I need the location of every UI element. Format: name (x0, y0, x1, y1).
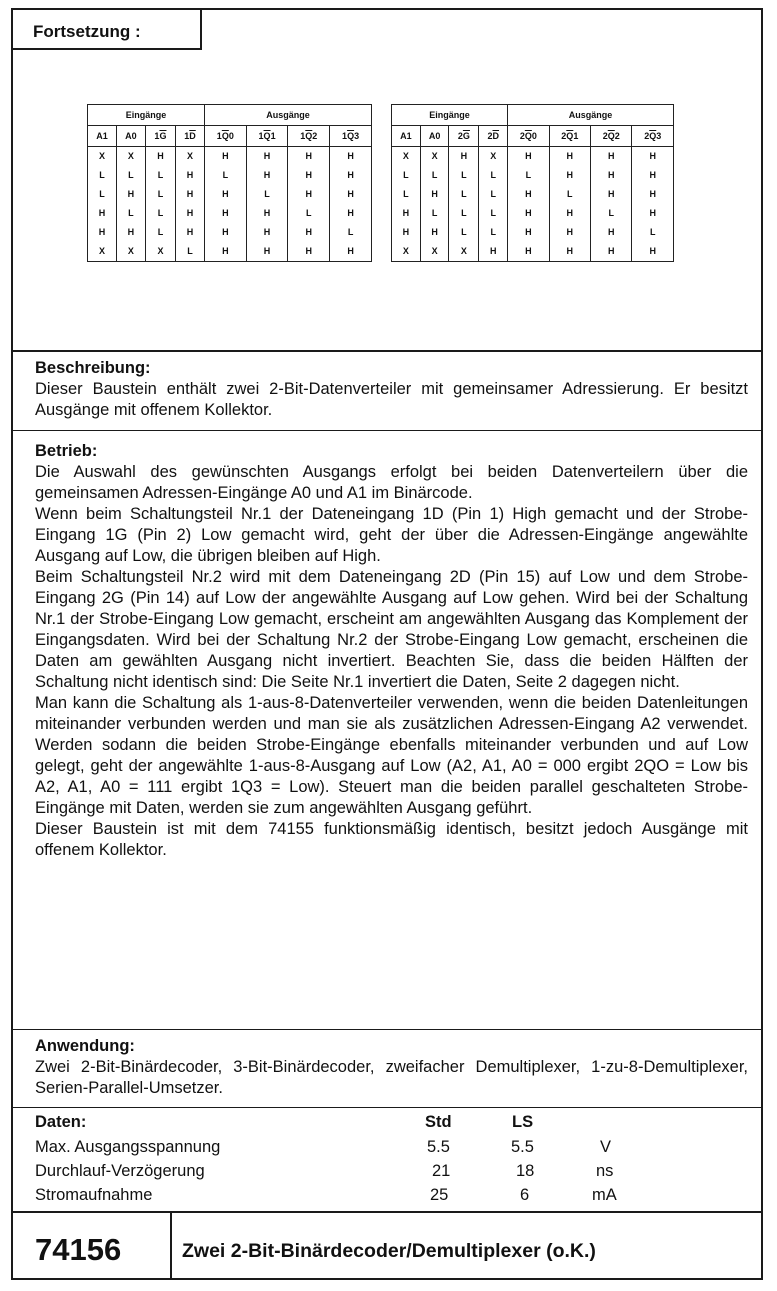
table-cell: H (591, 242, 632, 262)
table-cell: H (330, 147, 372, 167)
table-cell: H (632, 166, 674, 185)
table-cell: L (288, 204, 330, 223)
table-cell: X (420, 242, 449, 262)
data-label: Durchlauf-Verzögerung (35, 1162, 205, 1180)
table-cell: L (204, 166, 246, 185)
table-cell: H (246, 166, 288, 185)
table-cell: H (288, 185, 330, 204)
data-row (35, 1186, 735, 1210)
data-std: 25 (430, 1186, 449, 1204)
table-cell: L (246, 185, 288, 204)
table-cell: H (246, 242, 288, 262)
table-cell: H (176, 185, 205, 204)
paragraph: Beim Schaltungsteil Nr.2 wird mit dem Dateneingang 2D (Pin 15) auf Low und dem Strobe-Eingang 2G (Pin 14) auf Low der angewählte Ausgang auf Low gehen. Wird bei der Schaltung Nr.1 der Strobe-Eingang Low gemacht, erscheint am angewählten Ausgang das Komplement der Eingangsdaten. Wird bei der Schaltung Nr.2 der Strobe-Eingang Low gemacht, erscheinen die Daten am gewählten Ausgang nicht invertiert. Beachten Sie, dass die beiden Hälften der Schaltung nicht identisch sind: Die Seite Nr.1 invertiert die Daten, Seite 2 dagegen nicht. (35, 568, 748, 691)
table-cell: H (549, 166, 590, 185)
paragraph: Man kann die Schaltung als 1-aus-8-Datenverteiler verwenden, wenn die beiden Datenleitungen miteinander verbunden werden und man sie als zusätzlichen Adressen-Eingang A2 verwendet. Werden sodann die beiden Strobe-Eingänge ebenfalls miteinander verbunden und auf Low gelegt, geht der angewählte 1-aus-8-Ausgang auf Low (A2, A1, A0 = 000 ergibt 2QO = Low bis A2, A1, A0 = 111 ergibt 1Q3 = Low). Steuert man die beiden parallel geschalteten Strobe-Eingänge mit Daten, werden sie zum angewählten Ausgang geführt. (35, 694, 748, 817)
table-cell: H (508, 242, 549, 262)
table-cell: X (145, 242, 175, 262)
table-cell: H (145, 147, 175, 167)
column-header: A0 (116, 126, 145, 147)
table-cell: H (591, 185, 632, 204)
column-header: $2\overline{G}$ (449, 126, 479, 147)
table-cell: H (116, 185, 145, 204)
table-cell: H (88, 223, 117, 242)
table-cell: X (88, 242, 117, 262)
table-cell: H (204, 185, 246, 204)
table-row (88, 185, 372, 204)
table-row (88, 147, 372, 167)
table-cell: L (449, 204, 479, 223)
table-cell: L (449, 166, 479, 185)
table-cell: L (116, 204, 145, 223)
table-cell: H (204, 223, 246, 242)
table-cell: H (549, 204, 590, 223)
part-number: 74156 (35, 1232, 122, 1267)
column-header: A1 (392, 126, 421, 147)
column-header: $1\overline{G}$ (145, 126, 175, 147)
table-cell: H (288, 223, 330, 242)
col-std-header: Std (425, 1113, 452, 1131)
table-cell: H (632, 242, 674, 262)
column-header: $1\overline{Q}0$ (204, 126, 246, 147)
table-cell: H (508, 223, 549, 242)
table-cell: H (176, 223, 205, 242)
column-header: $1\overline{Q}3$ (330, 126, 372, 147)
section-heading: Beschreibung: (35, 359, 151, 377)
table-cell: H (246, 223, 288, 242)
table-cell: H (288, 166, 330, 185)
data-label: Stromaufnahme (35, 1186, 153, 1204)
table-row (392, 185, 674, 204)
data-heading: Daten: (35, 1113, 87, 1131)
table-cell: L (508, 166, 549, 185)
table-cell: L (632, 223, 674, 242)
column-header: A1 (88, 126, 117, 147)
table-cell: H (632, 147, 674, 167)
table-row (392, 242, 674, 262)
table-cell: L (88, 166, 117, 185)
column-header: $2\overline{Q}1$ (549, 126, 590, 147)
outputs-group-header: Ausgänge (508, 105, 674, 126)
table-cell: H (288, 242, 330, 262)
table-row (88, 223, 372, 242)
table-cell: H (330, 166, 372, 185)
table-row (88, 166, 372, 185)
divider (11, 1029, 763, 1030)
table-cell: H (330, 242, 372, 262)
paragraph: Die Auswahl des gewünschten Ausgangs erfolgt bei beiden Datenverteilern über die gemeinsamen Adressen-Eingänge A0 und A1 im Binärcode. (35, 463, 748, 502)
table-row (88, 204, 372, 223)
paragraph: Dieser Baustein ist mit dem 74155 funktionsmäßig identisch, besitzt jedoch Ausgänge mit offenem Kollektor. (35, 820, 748, 859)
table-cell: X (392, 147, 421, 167)
truth-table-2 (391, 104, 674, 262)
data-header-row (35, 1113, 735, 1137)
table-cell: L (176, 242, 205, 262)
betrieb-section (35, 441, 748, 861)
table-cell: L (449, 185, 479, 204)
data-unit: mA (592, 1186, 617, 1204)
section-text: Dieser Baustein enthält zwei 2-Bit-Datenverteiler mit gemeinsamer Adressierung. Er besitzt Ausgänge mit offenem Kollektor. (35, 380, 748, 419)
table-cell: X (392, 242, 421, 262)
table-row (392, 204, 674, 223)
table-cell: H (549, 242, 590, 262)
data-ls: 5.5 (511, 1138, 534, 1156)
table-cell: L (420, 204, 449, 223)
data-std: 21 (432, 1162, 451, 1180)
table-cell: H (246, 204, 288, 223)
table-cell: L (479, 185, 508, 204)
table-cell: L (479, 204, 508, 223)
inputs-group-header: Eingänge (88, 105, 205, 126)
table-cell: L (145, 185, 175, 204)
column-header: $1\overline{D}$ (176, 126, 205, 147)
table-cell: X (449, 242, 479, 262)
anwendung-section (35, 1036, 748, 1099)
truth-table-1 (87, 104, 372, 262)
column-header: $2\overline{D}$ (479, 126, 508, 147)
table-cell: H (591, 147, 632, 167)
table-row (88, 242, 372, 262)
table-cell: L (116, 166, 145, 185)
table-cell: H (420, 185, 449, 204)
table-cell: H (591, 223, 632, 242)
table-cell: H (508, 147, 549, 167)
table-cell: L (479, 166, 508, 185)
table-cell: H (88, 204, 117, 223)
divider (11, 1211, 763, 1213)
table-cell: L (145, 166, 175, 185)
beschreibung-section (35, 358, 748, 421)
table-cell: X (116, 147, 145, 167)
table-cell: L (330, 223, 372, 242)
table-cell: H (330, 185, 372, 204)
table-cell: H (116, 223, 145, 242)
table-row (392, 166, 674, 185)
data-ls: 18 (516, 1162, 535, 1180)
table-cell: L (420, 166, 449, 185)
column-header: A0 (420, 126, 449, 147)
table-cell: L (145, 204, 175, 223)
table-cell: H (508, 185, 549, 204)
table-cell: H (420, 223, 449, 242)
table-cell: H (549, 147, 590, 167)
column-header: $2\overline{Q}0$ (508, 126, 549, 147)
table-cell: H (591, 166, 632, 185)
part-title: Zwei 2-Bit-Binärdecoder/Demultiplexer (o.K.) (182, 1240, 596, 1262)
data-std: 5.5 (427, 1138, 450, 1156)
table-cell: H (204, 204, 246, 223)
column-header: $1\overline{Q}1$ (246, 126, 288, 147)
table-cell: L (479, 223, 508, 242)
table-cell: X (479, 147, 508, 167)
table-cell: X (88, 147, 117, 167)
table-cell: H (632, 204, 674, 223)
outputs-group-header: Ausgänge (204, 105, 371, 126)
continuation-label: Fortsetzung : (11, 8, 202, 50)
data-row (35, 1138, 735, 1162)
table-cell: L (591, 204, 632, 223)
table-cell: H (330, 204, 372, 223)
column-header: $2\overline{Q}2$ (591, 126, 632, 147)
table-cell: X (176, 147, 205, 167)
table-cell: H (508, 204, 549, 223)
table-cell: H (288, 147, 330, 167)
table-cell: H (392, 223, 421, 242)
data-row (35, 1162, 735, 1186)
section-heading: Anwendung: (35, 1037, 135, 1055)
table-row (392, 147, 674, 167)
divider (11, 1107, 763, 1108)
table-cell: H (204, 242, 246, 262)
table-cell: H (176, 204, 205, 223)
data-ls: 6 (520, 1186, 530, 1204)
table-cell: X (116, 242, 145, 262)
section-heading: Betrieb: (35, 442, 98, 460)
table-cell: L (392, 185, 421, 204)
table-row (392, 223, 674, 242)
divider (11, 350, 763, 352)
column-header: $2\overline{Q}3$ (632, 126, 674, 147)
table-cell: H (246, 147, 288, 167)
section-text: Zwei 2-Bit-Binärdecoder, 3-Bit-Binärdecoder, zweifacher Demultiplexer, 1-zu-8-Demultiplexer, Serien-Parallel-Umsetzer. (35, 1058, 748, 1097)
table-cell: H (204, 147, 246, 167)
table-cell: H (549, 223, 590, 242)
divider (11, 430, 763, 431)
data-unit: V (600, 1138, 612, 1156)
column-header: $1\overline{Q}2$ (288, 126, 330, 147)
table-cell: L (549, 185, 590, 204)
table-cell: H (479, 242, 508, 262)
inputs-group-header: Eingänge (392, 105, 508, 126)
table-cell: H (392, 204, 421, 223)
table-cell: H (449, 147, 479, 167)
table-cell: L (449, 223, 479, 242)
table-cell: X (420, 147, 449, 167)
data-unit: ns (596, 1162, 614, 1180)
table-cell: H (176, 166, 205, 185)
table-cell: H (632, 185, 674, 204)
table-cell: L (145, 223, 175, 242)
footer-divider (170, 1211, 172, 1280)
table-cell: L (392, 166, 421, 185)
data-label: Max. Ausgangsspannung (35, 1138, 221, 1156)
paragraph: Wenn beim Schaltungsteil Nr.1 der Dateneingang 1D (Pin 1) High gemacht und der Strobe-Eingang 1G (Pin 2) Low gemacht wird, geht der über die Adressen-Eingänge angewählte Ausgang auf Low, die übrigen bleiben auf High. (35, 505, 748, 565)
col-ls-header: LS (512, 1113, 534, 1131)
table-cell: L (88, 185, 117, 204)
